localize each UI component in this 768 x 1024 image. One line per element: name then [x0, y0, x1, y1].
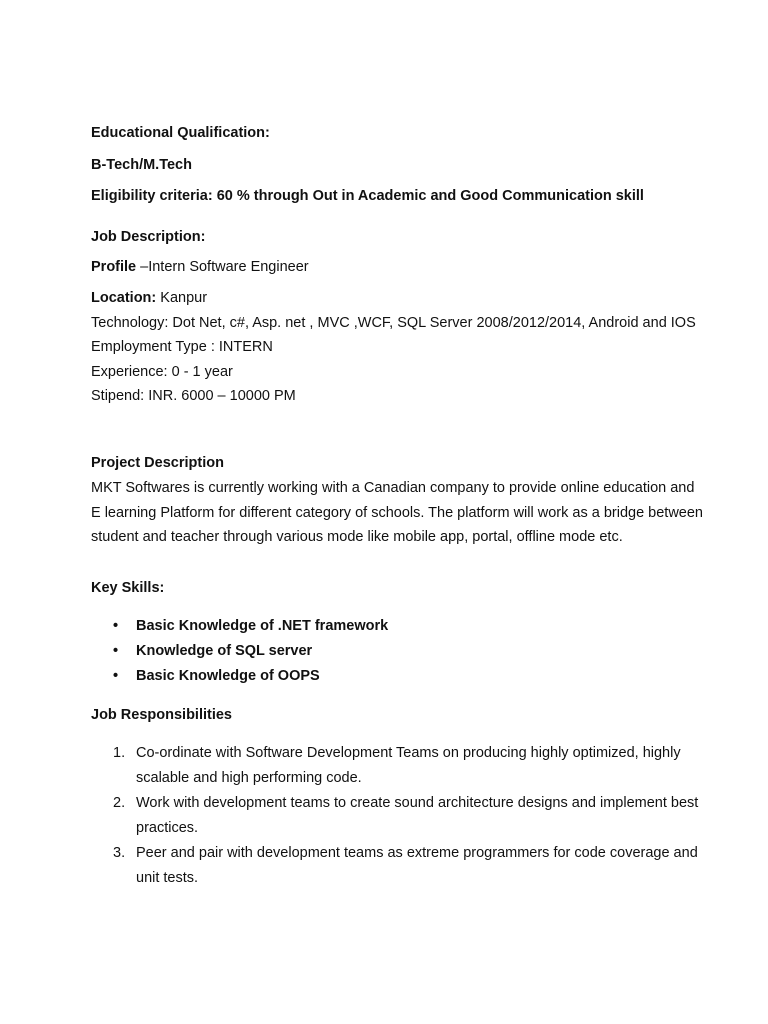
responsibility-line: Co-ordinate with Software Development Teams on producing highly optimized, highly — [136, 745, 681, 761]
list-number: 2. — [113, 795, 126, 811]
job-responsibilities-heading: Job Responsibilities — [91, 707, 232, 723]
eligibility-criteria: Eligibility criteria: 60 % through Out in Academic and Good Communication skill — [91, 188, 644, 204]
technology-line: Technology: Dot Net, c#, Asp. net , MVC ,WCF, SQL Server 2008/2012/2014, Android and IOS — [91, 315, 696, 331]
skill-item: Basic Knowledge of .NET framework — [136, 618, 389, 634]
list-number: 1. — [113, 745, 126, 761]
profile-label: Profile — [91, 259, 137, 275]
bullet-icon: • — [113, 668, 119, 684]
qualification-heading: Educational Qualification: — [91, 125, 270, 141]
experience-line: Experience: 0 - 1 year — [91, 364, 233, 380]
responsibility-line: Work with development teams to create sound architecture designs and implement best — [136, 795, 699, 811]
project-line: student and teacher through various mode like mobile app, portal, offline mode etc. — [91, 529, 623, 545]
project-description-heading: Project Description — [91, 455, 224, 471]
responsibility-line: scalable and high performing code. — [136, 770, 362, 786]
responsibility-line: Peer and pair with development teams as extreme programmers for code coverage and — [136, 845, 698, 861]
project-line: E learning Platform for different category of schools. The platform will work as a bridge between — [91, 505, 703, 521]
skill-item: Knowledge of SQL server — [136, 643, 313, 659]
location-value: Kanpur — [156, 290, 208, 306]
responsibility-line: unit tests. — [136, 870, 199, 886]
project-line: MKT Softwares is currently working with a Canadian company to provide online education and — [91, 480, 695, 496]
job-description-heading: Job Description: — [91, 229, 206, 245]
skill-item: Basic Knowledge of OOPS — [136, 668, 320, 684]
profile-value: –Intern Software Engineer — [136, 259, 309, 275]
bullet-icon: • — [113, 643, 119, 659]
location-line — [91, 290, 207, 306]
bullet-icon: • — [113, 618, 119, 634]
profile-line — [91, 259, 309, 275]
stipend-line: Stipend: INR. 6000 – 10000 PM — [91, 388, 296, 404]
location-label: Location: — [91, 290, 157, 306]
list-number: 3. — [113, 845, 126, 861]
responsibility-line: practices. — [136, 820, 199, 836]
qualification-degree: B-Tech/M.Tech — [91, 157, 192, 173]
employment-type-line: Employment Type : INTERN — [91, 339, 273, 355]
key-skills-heading: Key Skills: — [91, 580, 165, 596]
